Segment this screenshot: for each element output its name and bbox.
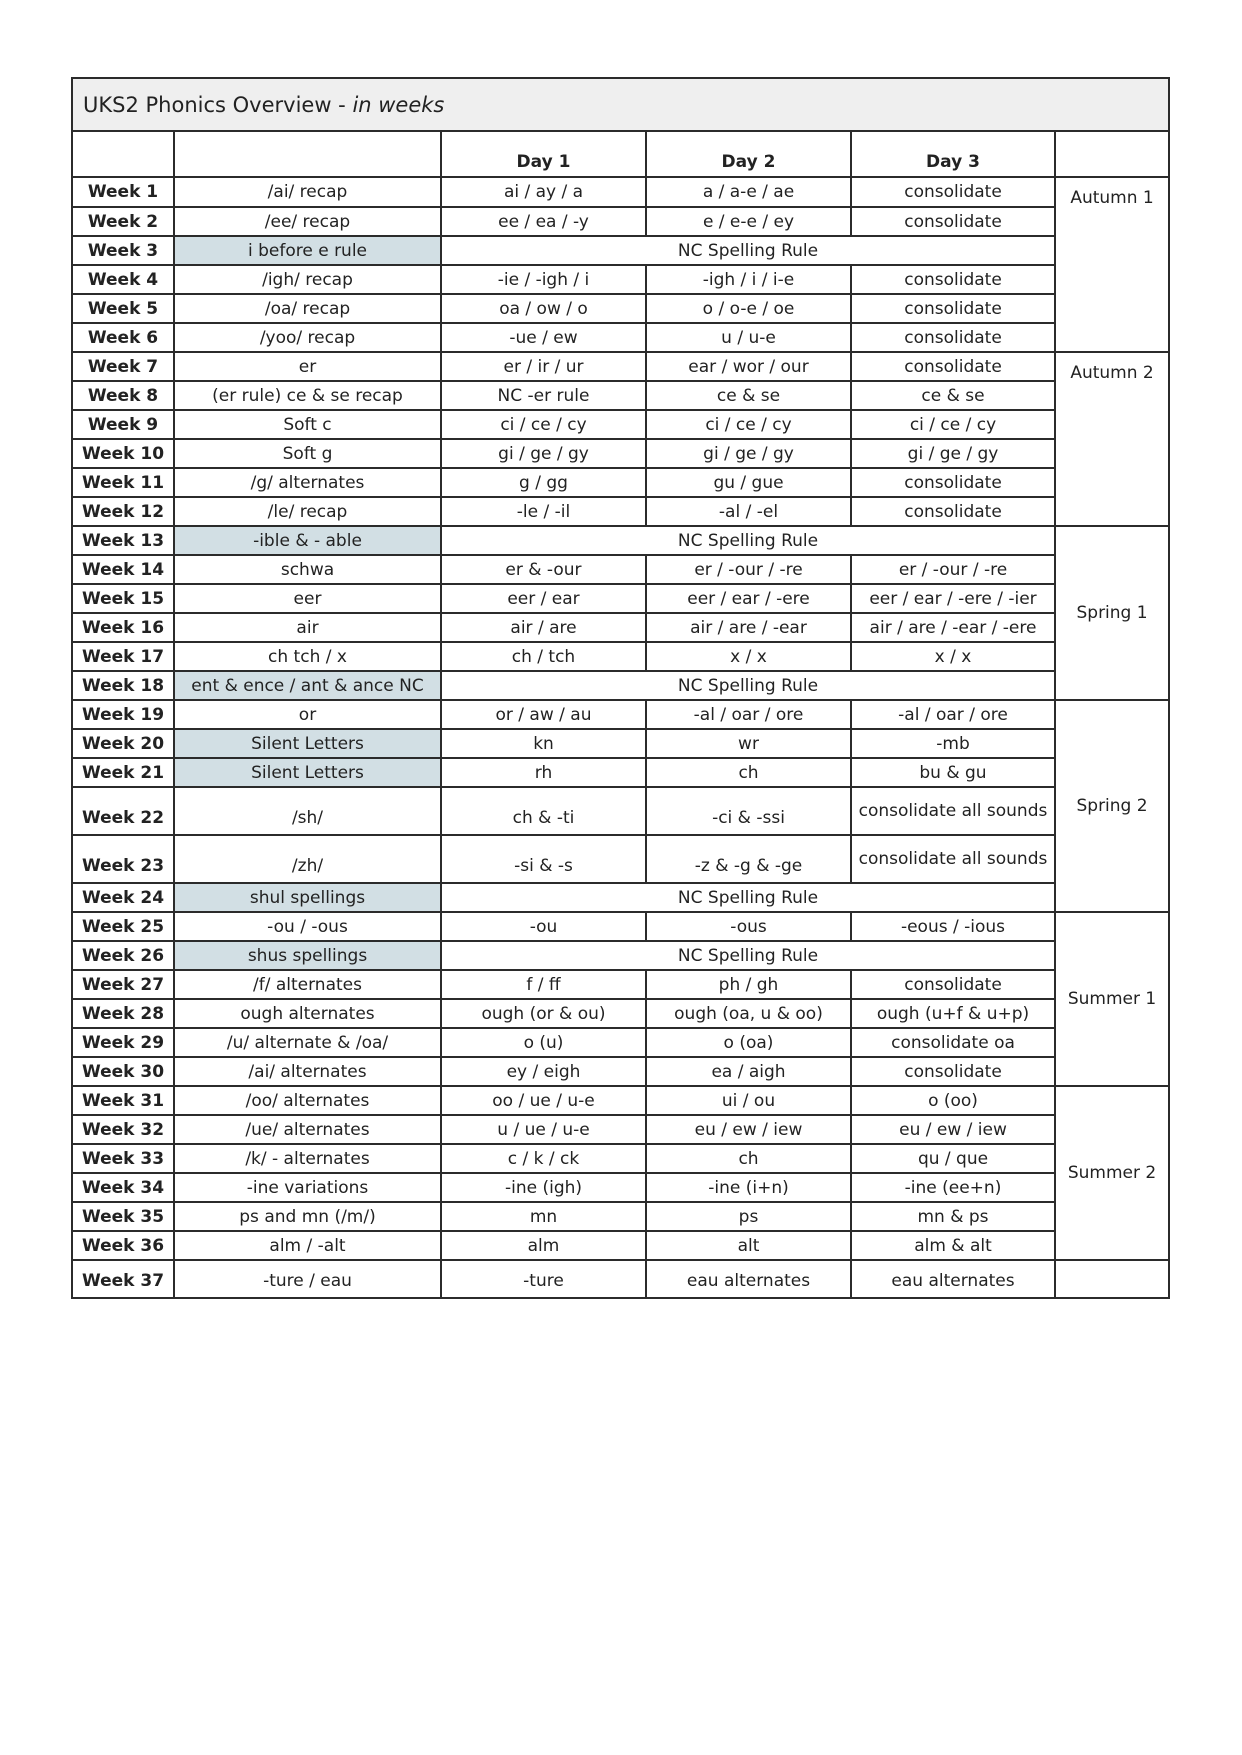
- day2-cell: ps: [646, 1202, 851, 1231]
- day2-cell: air / are / -ear: [646, 613, 851, 642]
- day1-cell: NC -er rule: [441, 381, 646, 410]
- day1-cell: ough (or & ou): [441, 999, 646, 1028]
- focus-cell: i before e rule: [174, 236, 441, 265]
- week-label: Week 16: [72, 613, 174, 642]
- day3-cell: consolidate: [851, 1057, 1055, 1086]
- day2-cell: -al / -el: [646, 497, 851, 526]
- day3-cell: ough (u+f & u+p): [851, 999, 1055, 1028]
- day2-cell: eer / ear / -ere: [646, 584, 851, 613]
- day1-cell: -le / -il: [441, 497, 646, 526]
- day1-cell: or / aw / au: [441, 700, 646, 729]
- table-row: [72, 729, 1169, 758]
- day3-cell: consolidate: [851, 323, 1055, 352]
- day2-cell: x / x: [646, 642, 851, 671]
- header-focus: [174, 131, 441, 177]
- nc-spelling-rule-cell: NC Spelling Rule: [441, 526, 1055, 555]
- focus-cell: ough alternates: [174, 999, 441, 1028]
- focus-cell: Silent Letters: [174, 758, 441, 787]
- day1-cell: gi / ge / gy: [441, 439, 646, 468]
- table-row: [72, 613, 1169, 642]
- day2-cell: u / u-e: [646, 323, 851, 352]
- day1-cell: oa / ow / o: [441, 294, 646, 323]
- day2-cell: -al / oar / ore: [646, 700, 851, 729]
- day1-cell: air / are: [441, 613, 646, 642]
- day3-cell: -eous / -ious: [851, 912, 1055, 941]
- day2-cell: alt: [646, 1231, 851, 1260]
- day2-cell: ci / ce / cy: [646, 410, 851, 439]
- day2-cell: a / a-e / ae: [646, 177, 851, 207]
- week-label: Week 34: [72, 1173, 174, 1202]
- day3-cell: -mb: [851, 729, 1055, 758]
- week-label: Week 11: [72, 468, 174, 497]
- day3-cell: consolidate: [851, 468, 1055, 497]
- day1-cell: oo / ue / u-e: [441, 1086, 646, 1115]
- phonics-overview-table: [71, 77, 1170, 1299]
- week-label: Week 28: [72, 999, 174, 1028]
- table-row: [72, 555, 1169, 584]
- table-row: [72, 526, 1169, 555]
- table-row: [72, 941, 1169, 970]
- day3-cell: x / x: [851, 642, 1055, 671]
- table-row: [72, 1144, 1169, 1173]
- focus-cell: /k/ - alternates: [174, 1144, 441, 1173]
- day1-cell: rh: [441, 758, 646, 787]
- week-label: Week 2: [72, 207, 174, 236]
- day3-cell: consolidate: [851, 352, 1055, 381]
- day2-cell: -ine (i+n): [646, 1173, 851, 1202]
- focus-cell: Silent Letters: [174, 729, 441, 758]
- day2-cell: er / -our / -re: [646, 555, 851, 584]
- nc-spelling-rule-cell: NC Spelling Rule: [441, 941, 1055, 970]
- table-row: [72, 1086, 1169, 1115]
- focus-cell: /ue/ alternates: [174, 1115, 441, 1144]
- day3-cell: air / are / -ear / -ere: [851, 613, 1055, 642]
- week-label: Week 12: [72, 497, 174, 526]
- focus-cell: schwa: [174, 555, 441, 584]
- table-row: [72, 835, 1169, 883]
- day2-cell: ph / gh: [646, 970, 851, 999]
- week-label: Week 13: [72, 526, 174, 555]
- focus-cell: /igh/ recap: [174, 265, 441, 294]
- title-row: [72, 78, 1169, 131]
- day1-cell: -ie / -igh / i: [441, 265, 646, 294]
- table-row: [72, 970, 1169, 999]
- day3-cell: consolidate all sounds: [851, 835, 1055, 883]
- day1-cell: ch / tch: [441, 642, 646, 671]
- table-row: [72, 468, 1169, 497]
- day1-cell: -si & -s: [441, 835, 646, 883]
- focus-cell: /le/ recap: [174, 497, 441, 526]
- day1-cell: ci / ce / cy: [441, 410, 646, 439]
- week-label: Week 21: [72, 758, 174, 787]
- day3-cell: consolidate: [851, 207, 1055, 236]
- table-row: [72, 236, 1169, 265]
- term-label: Spring 1: [1055, 526, 1169, 700]
- term-label: Autumn 2: [1055, 352, 1169, 526]
- week-label: Week 30: [72, 1057, 174, 1086]
- day2-cell: -z & -g & -ge: [646, 835, 851, 883]
- week-label: Week 14: [72, 555, 174, 584]
- term-label: Autumn 1: [1055, 177, 1169, 352]
- focus-cell: /yoo/ recap: [174, 323, 441, 352]
- day3-cell: o (oo): [851, 1086, 1055, 1115]
- focus-cell: ch tch / x: [174, 642, 441, 671]
- week-label: Week 26: [72, 941, 174, 970]
- table-row: [72, 1202, 1169, 1231]
- day3-cell: consolidate: [851, 970, 1055, 999]
- week-label: Week 20: [72, 729, 174, 758]
- focus-cell: -ine variations: [174, 1173, 441, 1202]
- table-row: [72, 584, 1169, 613]
- day3-cell: bu & gu: [851, 758, 1055, 787]
- focus-cell: /f/ alternates: [174, 970, 441, 999]
- day1-cell: alm: [441, 1231, 646, 1260]
- focus-cell: /oa/ recap: [174, 294, 441, 323]
- table-row: [72, 758, 1169, 787]
- focus-cell: eer: [174, 584, 441, 613]
- focus-cell: air: [174, 613, 441, 642]
- day2-cell: -ci & -ssi: [646, 787, 851, 835]
- day2-cell: ear / wor / our: [646, 352, 851, 381]
- focus-cell: ent & ence / ant & ance NC: [174, 671, 441, 700]
- day1-cell: c / k / ck: [441, 1144, 646, 1173]
- focus-cell: Soft c: [174, 410, 441, 439]
- day1-cell: kn: [441, 729, 646, 758]
- focus-cell: /u/ alternate & /oa/: [174, 1028, 441, 1057]
- day1-cell: -ou: [441, 912, 646, 941]
- nc-spelling-rule-cell: NC Spelling Rule: [441, 236, 1055, 265]
- title-italic: in weeks: [352, 92, 445, 117]
- focus-cell: -ture / eau: [174, 1260, 441, 1298]
- table-row: [72, 294, 1169, 323]
- focus-cell: (er rule) ce & se recap: [174, 381, 441, 410]
- day2-cell: gi / ge / gy: [646, 439, 851, 468]
- focus-cell: alm / -alt: [174, 1231, 441, 1260]
- term-label: Spring 2: [1055, 700, 1169, 912]
- day2-cell: e / e-e / ey: [646, 207, 851, 236]
- day2-cell: gu / gue: [646, 468, 851, 497]
- table-row: [72, 912, 1169, 941]
- focus-cell: /ai/ recap: [174, 177, 441, 207]
- day3-cell: eer / ear / -ere / -ier: [851, 584, 1055, 613]
- week-label: Week 23: [72, 835, 174, 883]
- header-week: [72, 131, 174, 177]
- day2-cell: ough (oa, u & oo): [646, 999, 851, 1028]
- day3-cell: consolidate all sounds: [851, 787, 1055, 835]
- focus-cell: /sh/: [174, 787, 441, 835]
- table-row: [72, 671, 1169, 700]
- table-row: [72, 1115, 1169, 1144]
- nc-spelling-rule-cell: NC Spelling Rule: [441, 671, 1055, 700]
- day2-cell: ce & se: [646, 381, 851, 410]
- day2-cell: -ous: [646, 912, 851, 941]
- week-label: Week 3: [72, 236, 174, 265]
- week-label: Week 4: [72, 265, 174, 294]
- table-row: [72, 787, 1169, 835]
- week-label: Week 1: [72, 177, 174, 207]
- table-row: [72, 497, 1169, 526]
- week-label: Week 19: [72, 700, 174, 729]
- table-row: [72, 265, 1169, 294]
- week-label: Week 36: [72, 1231, 174, 1260]
- day3-cell: qu / que: [851, 1144, 1055, 1173]
- day1-cell: -ture: [441, 1260, 646, 1298]
- focus-cell: /zh/: [174, 835, 441, 883]
- table-row: [72, 207, 1169, 236]
- table-row: [72, 1028, 1169, 1057]
- term-label: Summer 2: [1055, 1086, 1169, 1260]
- term-label: Summer 1: [1055, 912, 1169, 1086]
- day2-cell: eau alternates: [646, 1260, 851, 1298]
- day3-cell: consolidate oa: [851, 1028, 1055, 1057]
- day3-cell: alm & alt: [851, 1231, 1055, 1260]
- table-row: [72, 177, 1169, 207]
- day1-cell: eer / ear: [441, 584, 646, 613]
- day1-cell: g / gg: [441, 468, 646, 497]
- table-row: [72, 352, 1169, 381]
- week-label: Week 7: [72, 352, 174, 381]
- focus-cell: /ee/ recap: [174, 207, 441, 236]
- week-label: Week 37: [72, 1260, 174, 1298]
- day2-cell: -igh / i / i-e: [646, 265, 851, 294]
- week-label: Week 31: [72, 1086, 174, 1115]
- week-label: Week 27: [72, 970, 174, 999]
- day1-cell: -ue / ew: [441, 323, 646, 352]
- focus-cell: er: [174, 352, 441, 381]
- day3-cell: mn & ps: [851, 1202, 1055, 1231]
- day1-cell: -ine (igh): [441, 1173, 646, 1202]
- focus-cell: or: [174, 700, 441, 729]
- table-title: [72, 78, 1169, 131]
- day1-cell: mn: [441, 1202, 646, 1231]
- day2-cell: o (oa): [646, 1028, 851, 1057]
- term-label: [1055, 1260, 1169, 1298]
- week-label: Week 15: [72, 584, 174, 613]
- day3-cell: er / -our / -re: [851, 555, 1055, 584]
- day3-cell: ce & se: [851, 381, 1055, 410]
- day1-cell: er / ir / ur: [441, 352, 646, 381]
- day2-cell: wr: [646, 729, 851, 758]
- day3-cell: eu / ew / iew: [851, 1115, 1055, 1144]
- week-label: Week 6: [72, 323, 174, 352]
- table-row: [72, 1057, 1169, 1086]
- focus-cell: -ou / -ous: [174, 912, 441, 941]
- week-label: Week 17: [72, 642, 174, 671]
- week-label: Week 8: [72, 381, 174, 410]
- table-row: [72, 642, 1169, 671]
- week-label: Week 29: [72, 1028, 174, 1057]
- day3-cell: consolidate: [851, 294, 1055, 323]
- table-row: [72, 1260, 1169, 1298]
- day2-cell: ea / aigh: [646, 1057, 851, 1086]
- day3-cell: consolidate: [851, 497, 1055, 526]
- day1-cell: u / ue / u-e: [441, 1115, 646, 1144]
- focus-cell: /g/ alternates: [174, 468, 441, 497]
- week-label: Week 33: [72, 1144, 174, 1173]
- week-label: Week 32: [72, 1115, 174, 1144]
- day1-cell: ey / eigh: [441, 1057, 646, 1086]
- header-term: [1055, 131, 1169, 177]
- focus-cell: shus spellings: [174, 941, 441, 970]
- week-label: Week 5: [72, 294, 174, 323]
- table-row: [72, 700, 1169, 729]
- day1-cell: ee / ea / -y: [441, 207, 646, 236]
- focus-cell: Soft g: [174, 439, 441, 468]
- focus-cell: ps and mn (/m/): [174, 1202, 441, 1231]
- day3-cell: eau alternates: [851, 1260, 1055, 1298]
- week-label: Week 35: [72, 1202, 174, 1231]
- day1-cell: er & -our: [441, 555, 646, 584]
- focus-cell: shul spellings: [174, 883, 441, 912]
- week-label: Week 24: [72, 883, 174, 912]
- day1-cell: o (u): [441, 1028, 646, 1057]
- week-label: Week 10: [72, 439, 174, 468]
- header-row: [72, 131, 1169, 177]
- table-row: [72, 323, 1169, 352]
- week-label: Week 9: [72, 410, 174, 439]
- table-row: [72, 381, 1169, 410]
- header-day1: Day 1: [441, 131, 646, 177]
- table-row: [72, 439, 1169, 468]
- week-label: Week 18: [72, 671, 174, 700]
- table-row: [72, 1231, 1169, 1260]
- day2-cell: eu / ew / iew: [646, 1115, 851, 1144]
- day1-cell: ch & -ti: [441, 787, 646, 835]
- table-row: [72, 999, 1169, 1028]
- day3-cell: consolidate: [851, 265, 1055, 294]
- day3-cell: -ine (ee+n): [851, 1173, 1055, 1202]
- header-day3: Day 3: [851, 131, 1055, 177]
- table-row: [72, 410, 1169, 439]
- day1-cell: ai / ay / a: [441, 177, 646, 207]
- day3-cell: -al / oar / ore: [851, 700, 1055, 729]
- day2-cell: o / o-e / oe: [646, 294, 851, 323]
- day2-cell: ch: [646, 758, 851, 787]
- table-row: [72, 1173, 1169, 1202]
- day3-cell: ci / ce / cy: [851, 410, 1055, 439]
- focus-cell: /ai/ alternates: [174, 1057, 441, 1086]
- day2-cell: ch: [646, 1144, 851, 1173]
- week-label: Week 22: [72, 787, 174, 835]
- day3-cell: gi / ge / gy: [851, 439, 1055, 468]
- day2-cell: ui / ou: [646, 1086, 851, 1115]
- nc-spelling-rule-cell: NC Spelling Rule: [441, 883, 1055, 912]
- day1-cell: f / ff: [441, 970, 646, 999]
- title-main: UKS2 Phonics Overview -: [83, 92, 353, 117]
- day3-cell: consolidate: [851, 177, 1055, 207]
- header-day2: Day 2: [646, 131, 851, 177]
- focus-cell: /oo/ alternates: [174, 1086, 441, 1115]
- focus-cell: -ible & - able: [174, 526, 441, 555]
- week-label: Week 25: [72, 912, 174, 941]
- table-row: [72, 883, 1169, 912]
